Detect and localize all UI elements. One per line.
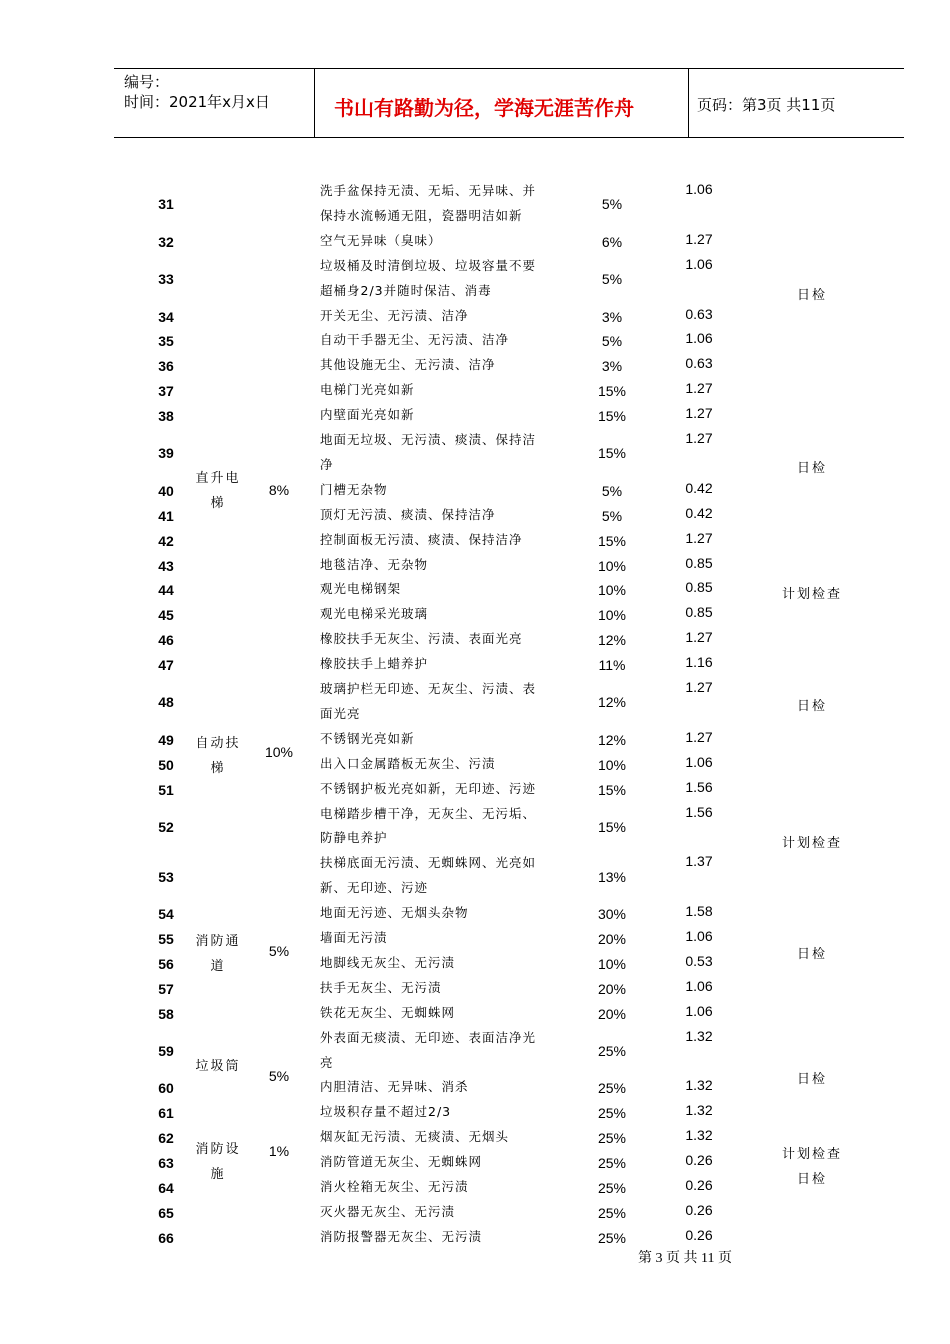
row-item-text: 内壁面光亮如新 [320,407,415,423]
row-number: 44 [158,582,174,599]
row-item-text: 扶梯底面无污渍、无蜘蛛网、光亮如 [320,855,537,871]
row-number: 45 [158,607,174,624]
row-score: 1.27 [685,679,713,695]
inspection-frequency: 日检 [796,461,827,476]
row-item-text: 橡胶扶手无灰尘、污渍、表面光亮 [320,631,523,647]
row-item-text: 消防管道无灰尘、无蜘蛛网 [320,1154,483,1170]
row-item-text: 亮 [320,1054,334,1070]
row-percent: 25% [597,1080,627,1097]
row-item-text: 超桶身2/3并随时保洁、消毒 [320,282,492,298]
row-percent: 25% [597,1155,627,1172]
row-number: 58 [158,1005,174,1022]
row-item-text: 电梯踏步槽干净，无灰尘、无污垢、 [320,805,537,821]
row-item-text: 消火栓箱无灰尘、无污渍 [320,1179,469,1194]
row-percent: 5% [601,482,623,499]
row-percent: 10% [597,607,627,624]
row-score: 1.06 [685,753,713,770]
row-score: 1.27 [685,529,713,546]
row-score: 0.85 [685,554,713,571]
row-number: 53 [158,868,174,885]
row-item-text: 自动干手器无尘、无污渍、洁净 [320,332,510,348]
row-score: 1.06 [685,1002,713,1019]
row-number: 62 [158,1130,174,1147]
row-score: 0.63 [685,305,713,322]
code-label: 编号： [124,73,170,91]
row-score: 1.37 [685,853,713,870]
category-weight: 1% [268,1143,290,1159]
row-percent: 20% [597,931,627,947]
row-score: 1.06 [685,181,713,197]
row-number: 55 [158,931,174,947]
row-number: 43 [158,557,174,574]
row-score: 1.27 [685,230,713,247]
row-item-text: 空气无异味（臭味） [320,232,442,248]
inspection-frequency: 计划检查 [781,587,842,602]
row-score: 0.26 [685,1152,713,1169]
row-number: 35 [158,333,174,350]
row-percent: 3% [601,358,623,375]
row-item-text: 地毯洁净、无杂物 [320,556,429,572]
row-percent: 15% [597,445,627,462]
row-item-text: 地面无垃圾、无污渍、痰渍、保持洁 [320,432,537,447]
row-item-text: 净 [320,456,334,472]
row-score: 0.63 [685,355,713,372]
row-number: 47 [158,657,174,674]
row-percent: 25% [597,1229,627,1246]
row-item-text: 扶手无灰尘、无污渍 [320,979,442,995]
row-item-text: 不锈钢光亮如新 [320,730,415,746]
row-item-text: 顶灯无污渍、痰渍、保持洁净 [320,506,496,522]
row-item-text: 垃圾桶及时清倒垃圾、垃圾容量不要 [320,257,537,273]
row-item-text: 开关无尘、无污渍、洁净 [320,307,469,323]
category-name: 消防通道 [195,934,241,974]
inspection-frequency: 日检 [796,699,827,714]
row-score: 1.27 [685,629,713,646]
category-name: 自动扶梯 [195,736,241,776]
row-score: 0.26 [685,1177,713,1193]
row-number: 46 [158,632,174,649]
inspection-frequency: 日检 [796,1072,827,1087]
row-score: 1.27 [685,728,713,745]
row-item-text: 烟灰缸无污渍、无痰渍、无烟头 [320,1129,510,1145]
row-item-text: 电梯门光亮如新 [320,382,415,398]
row-percent: 6% [601,233,623,250]
row-number: 51 [158,781,174,798]
page-header [114,68,904,138]
row-item-text: 地面无污迹、无烟头杂物 [320,905,469,921]
category-name: 垃圾筒 [195,1059,241,1074]
row-item-text: 内胆清洁、无异味、消杀 [320,1079,469,1095]
row-item-text: 不锈钢护板光亮如新，无印迹、污迹 [320,780,537,796]
row-percent: 15% [597,781,627,798]
row-number: 52 [158,818,174,835]
inspection-frequency: 计划检查 [781,1147,842,1162]
row-number: 48 [158,694,174,711]
time-label: 时间：2021年x月x日 [124,93,270,111]
row-item-text: 门槽无杂物 [320,481,388,497]
row-score: 1.32 [685,1102,713,1119]
row-score: 1.06 [685,330,713,347]
row-score: 1.27 [685,380,713,397]
row-percent: 5% [601,507,623,524]
row-score: 1.32 [685,1127,713,1144]
category-name: 消防设施 [195,1142,241,1182]
row-item-text: 外表面无痰渍、无印迹、表面洁净光 [320,1029,537,1045]
row-number: 33 [158,271,174,288]
row-item-text: 观光电梯钢架 [320,581,402,597]
category-weight: 10% [264,744,294,760]
row-percent: 25% [597,1204,627,1221]
row-score: 0.42 [685,504,713,521]
inspection-frequency: 日检 [796,1172,827,1187]
inspection-frequency: 日检 [796,947,827,962]
row-number: 56 [158,955,174,972]
page-label: 页码：第3页 共11页 [697,96,836,114]
row-number: 39 [158,445,174,462]
row-number: 60 [158,1080,174,1097]
row-percent: 12% [597,731,627,748]
row-score: 1.06 [685,255,713,272]
category-name: 直升电梯 [195,471,241,511]
row-percent: 15% [597,818,627,835]
row-score: 1.27 [685,430,713,446]
row-item-text: 出入口金属踏板无灰尘、污渍 [320,755,496,771]
row-percent: 25% [597,1180,627,1196]
row-item-text: 垃圾积存量不超过2/3 [320,1104,452,1120]
row-number: 49 [158,731,174,748]
row-item-text: 铁花无灰尘、无蜘蛛网 [320,1004,456,1020]
row-item-text: 控制面板无污渍、痰渍、保持洁净 [320,531,523,547]
header-divider [314,69,315,137]
row-percent: 10% [597,582,627,599]
row-score: 0.53 [685,952,713,969]
row-item-text: 墙面无污渍 [320,930,388,945]
row-number: 42 [158,532,174,549]
motto: 书山有路勤为径，学海无涯苦作舟 [334,96,634,120]
row-percent: 5% [601,196,623,213]
row-percent: 10% [597,955,627,972]
row-percent: 12% [597,694,627,711]
row-number: 38 [158,408,174,425]
row-score: 0.85 [685,604,713,621]
inspection-frequency: 计划检查 [781,836,842,851]
row-percent: 20% [597,980,627,997]
row-score: 1.32 [685,1077,713,1094]
row-number: 54 [158,906,174,923]
row-item-text: 保持水流畅通无阻，瓷器明洁如新 [320,207,523,223]
row-item-text: 洗手盆保持无渍、无垢、无异味、并 [320,183,537,198]
row-score: 1.06 [685,977,713,994]
row-number: 37 [158,383,174,400]
row-number: 64 [158,1180,174,1196]
row-item-text: 观光电梯采光玻璃 [320,606,429,622]
row-number: 41 [158,507,174,524]
page-footer: 第 3 页 共 11 页 [638,1251,732,1266]
row-item-text: 新、无印迹、污迹 [320,880,429,896]
row-number: 31 [158,196,174,213]
row-percent: 25% [597,1105,627,1122]
category-weight: 8% [268,482,290,498]
row-score: 1.06 [685,928,713,944]
row-item-text: 地脚线无灰尘、无污渍 [320,954,456,970]
row-item-text: 玻璃护栏无印迹、无灰尘、污渍、表 [320,681,537,696]
row-item-text: 防静电养护 [320,830,388,846]
row-item-text: 其他设施无尘、无污渍、洁净 [320,357,496,373]
row-item-text: 消防报警器无灰尘、无污渍 [320,1228,483,1244]
row-score: 0.26 [685,1201,713,1218]
row-number: 40 [158,482,174,499]
header-divider [688,69,689,137]
row-percent: 15% [597,383,627,400]
row-percent: 10% [597,756,627,773]
category-weight: 5% [268,1068,290,1084]
row-percent: 25% [597,1043,627,1060]
row-number: 57 [158,980,174,997]
row-number: 59 [158,1043,174,1060]
row-number: 34 [158,308,174,325]
row-percent: 15% [597,408,627,425]
row-item-text: 面光亮 [320,705,361,721]
row-score: 1.16 [685,654,713,671]
row-percent: 3% [601,308,623,325]
row-score: 1.58 [685,903,713,920]
category-weight: 5% [268,943,290,959]
row-percent: 5% [601,333,623,350]
row-number: 36 [158,358,174,375]
row-percent: 15% [597,532,627,549]
row-score: 1.56 [685,803,713,820]
row-number: 61 [158,1105,174,1122]
row-number: 65 [158,1204,174,1221]
row-item-text: 灭火器无灰尘、无污渍 [320,1203,456,1219]
row-item-text: 橡胶扶手上蜡养护 [320,656,429,672]
row-percent: 10% [597,557,627,574]
row-number: 66 [158,1229,174,1246]
inspection-frequency: 日检 [796,288,827,303]
row-number: 63 [158,1155,174,1172]
row-percent: 11% [598,657,626,674]
row-score: 1.27 [685,405,713,422]
row-number: 32 [158,233,174,250]
row-number: 50 [158,756,174,773]
row-percent: 13% [597,868,627,885]
row-percent: 20% [597,1005,627,1022]
row-percent: 25% [597,1130,627,1147]
row-score: 0.42 [685,479,713,496]
row-percent: 12% [597,632,627,649]
row-percent: 30% [597,906,627,923]
row-score: 1.56 [685,778,713,795]
row-percent: 5% [601,271,623,288]
row-score: 0.85 [685,579,713,596]
row-score: 0.26 [685,1226,713,1243]
row-score: 1.32 [685,1027,713,1044]
